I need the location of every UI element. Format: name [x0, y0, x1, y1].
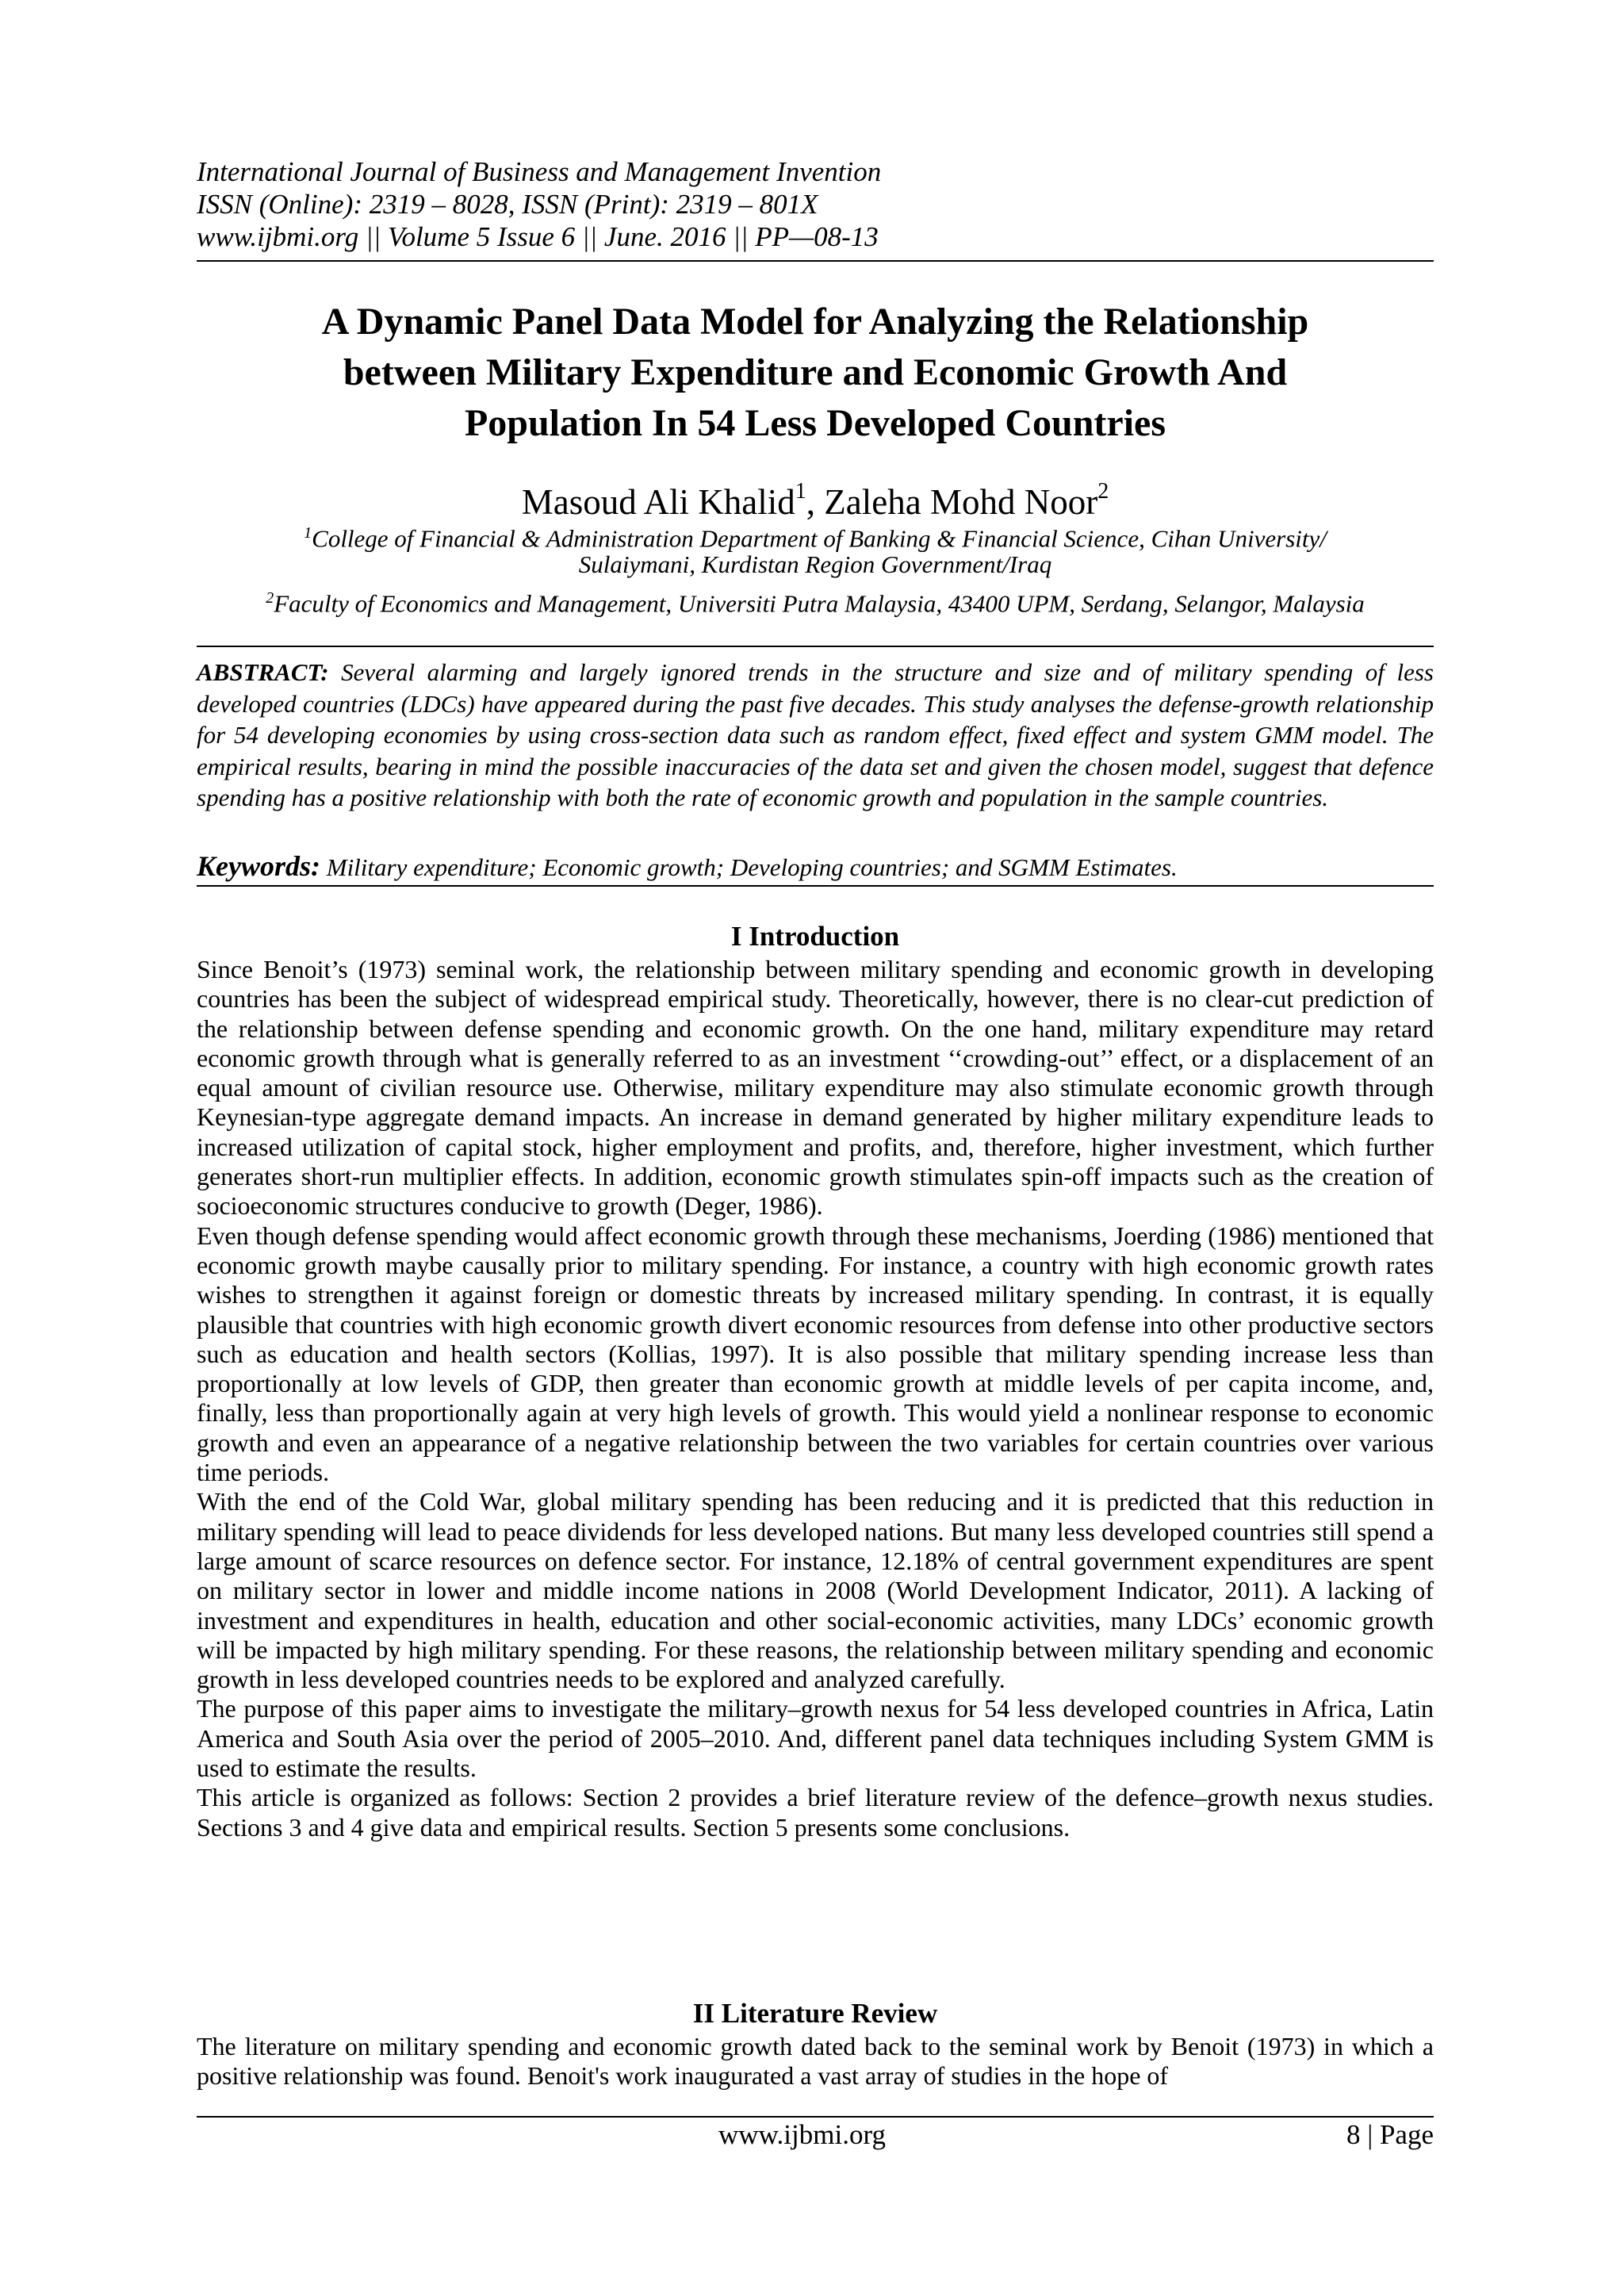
- affiliation-mark: 2: [1097, 479, 1109, 504]
- affiliation-2: [197, 582, 1434, 619]
- author-separator: ,: [806, 482, 825, 522]
- paragraph: This article is organized as follows: Section 2 provides a brief literature review of the defence–growth nexus studies. Sections 3 and 4 give data and empirical results. Section 5 presents some conclusions.: [197, 1783, 1434, 1842]
- abstract-top-rule: [197, 646, 1434, 647]
- paragraph: Even though defense spending would affect economic growth through these mechanisms, Joerding (1986) mentioned that economic growth maybe causally prior to military spending. For instance, a country with high economic growth rates wishes to strengthen it against foreign or domestic threats by increased military spending. In contrast, it is equally plausible that countries with high economic growth divert economic resources from defense into other productive sectors such as education and health sectors (Kollias, 1997). It is also possible that military spending increase less than proportionally at low levels of GDP, then greater than economic growth at middle levels of per capita income, and, finally, less than proportionally again at very high levels of growth. This would yield a nonlinear response to economic growth and even an appearance of a negative relationship between the two variables for certain countries over various time periods.: [197, 1221, 1434, 1487]
- page-number: 8 | Page: [1346, 2119, 1434, 2150]
- footer-rule: [197, 2116, 1434, 2118]
- affiliation-text: College of Financial & Administration Department of Banking & Financial Science, Cihan University/: [312, 524, 1327, 553]
- paragraph: The purpose of this paper aims to investigate the military–growth nexus for 54 less developed countries in Africa, Latin America and South Asia over the period of 2005–2010. And, different panel data techniques including System GMM is used to estimate the results.: [197, 1694, 1434, 1783]
- affiliation-mark: 1: [795, 479, 806, 504]
- keywords-text: Military expenditure; Economic growth; Developing countries; and SGMM Estimates.: [320, 853, 1178, 881]
- paragraph: With the end of the Cold War, global military spending has been reducing and it is predicted that this reduction in military spending will lead to peace dividends for less developed nations. But many less developed countries still spend a large amount of scarce resources on defence sector. For instance, 12.18% of central government expenditures are spent on military sector in lower and middle income nations in 2008 (World Development Indicator, 2011). A lacking of investment and expenditures in health, education and other social-economic activities, many LDCs’ economic growth will be impacted by high military spending. For these reasons, the relationship between military spending and economic growth in less developed countries needs to be explored and analyzed carefully.: [197, 1487, 1434, 1694]
- abstract-text: Several alarming and largely ignored trends in the structure and size and of military spending of less developed countries (LDCs) have appeared during the past five decades. This study analyses the defense-growth relationship for 54 developing economies by using cross-section data such as random effect, fixed effect and system GMM model. The empirical results, bearing in mind the possible inaccuracies of the data set and given the chosen model, suggest that defence spending has a positive relationship with both the rate of economic growth and population in the sample countries.: [197, 658, 1434, 811]
- journal-name: International Journal of Business and Management Invention: [197, 156, 882, 187]
- section-heading-literature-review: II Literature Review: [692, 1998, 938, 2029]
- affiliation-1-cont: [197, 549, 1434, 581]
- journal-issue: www.ijbmi.org || Volume 5 Issue 6 || June. 2016 || PP—08-13: [197, 221, 879, 252]
- paragraph: The literature on military spending and economic growth dated back to the seminal work by Benoit (1973) in which a positive relationship was found. Benoit's work inaugurated a vast array of studies in the hope of: [197, 2032, 1434, 2091]
- footer-url: www.ijbmi.org: [718, 2119, 886, 2150]
- journal-issn: ISSN (Online): 2319 – 8028, ISSN (Print): 2319 – 801X: [197, 189, 818, 220]
- title-line: between Military Expenditure and Economic Growth And: [343, 351, 1288, 393]
- keywords-label: Keywords:: [197, 850, 320, 882]
- journal-header: [197, 155, 1434, 253]
- title-line: A Dynamic Panel Data Model for Analyzing the Relationship: [321, 301, 1309, 343]
- affiliation-text: Faculty of Economics and Management, Universiti Putra Malaysia, 43400 UPM, Serdang, Selangor, Malaysia: [274, 589, 1365, 618]
- affiliation-mark: 2: [266, 589, 274, 607]
- paper-title: [197, 297, 1434, 449]
- abstract-bottom-rule: [197, 885, 1434, 887]
- introduction-body: [197, 955, 1434, 1842]
- affiliation-mark: 1: [304, 524, 312, 542]
- author-name: Masoud Ali Khalid: [521, 482, 795, 522]
- section-heading-introduction: I Introduction: [730, 921, 900, 952]
- author-name: Zaleha Mohd Noor: [824, 482, 1098, 522]
- abstract: [197, 657, 1434, 814]
- affiliation-text: Sulaiymani, Kurdistan Region Government/Iraq: [578, 550, 1052, 578]
- keywords: [197, 850, 1434, 884]
- paragraph: Since Benoit’s (1973) seminal work, the relationship between military spending and economic growth in developing countries has been the subject of widespread empirical study. Theoretically, however, there is no clear-cut prediction of the relationship between defense spending and economic growth. On the one hand, military expenditure may retard economic growth through what is generally referred to as an investment ‘‘crowding-out’’ effect, or a displacement of an equal amount of civilian resource use. Otherwise, military expenditure may also stimulate economic growth through Keynesian-type aggregate demand impacts. An increase in demand generated by higher military expenditure leads to increased utilization of capital stock, higher employment and profits, and, therefore, higher investment, which further generates short-run multiplier effects. In addition, economic growth stimulates spin-off impacts such as the creation of socioeconomic structures conducive to growth (Deger, 1986).: [197, 955, 1434, 1221]
- abstract-label: ABSTRACT:: [197, 658, 329, 686]
- title-line: Population In 54 Less Developed Countries: [464, 402, 1166, 444]
- literature-review-body: [197, 2032, 1434, 2091]
- header-rule: [197, 260, 1434, 262]
